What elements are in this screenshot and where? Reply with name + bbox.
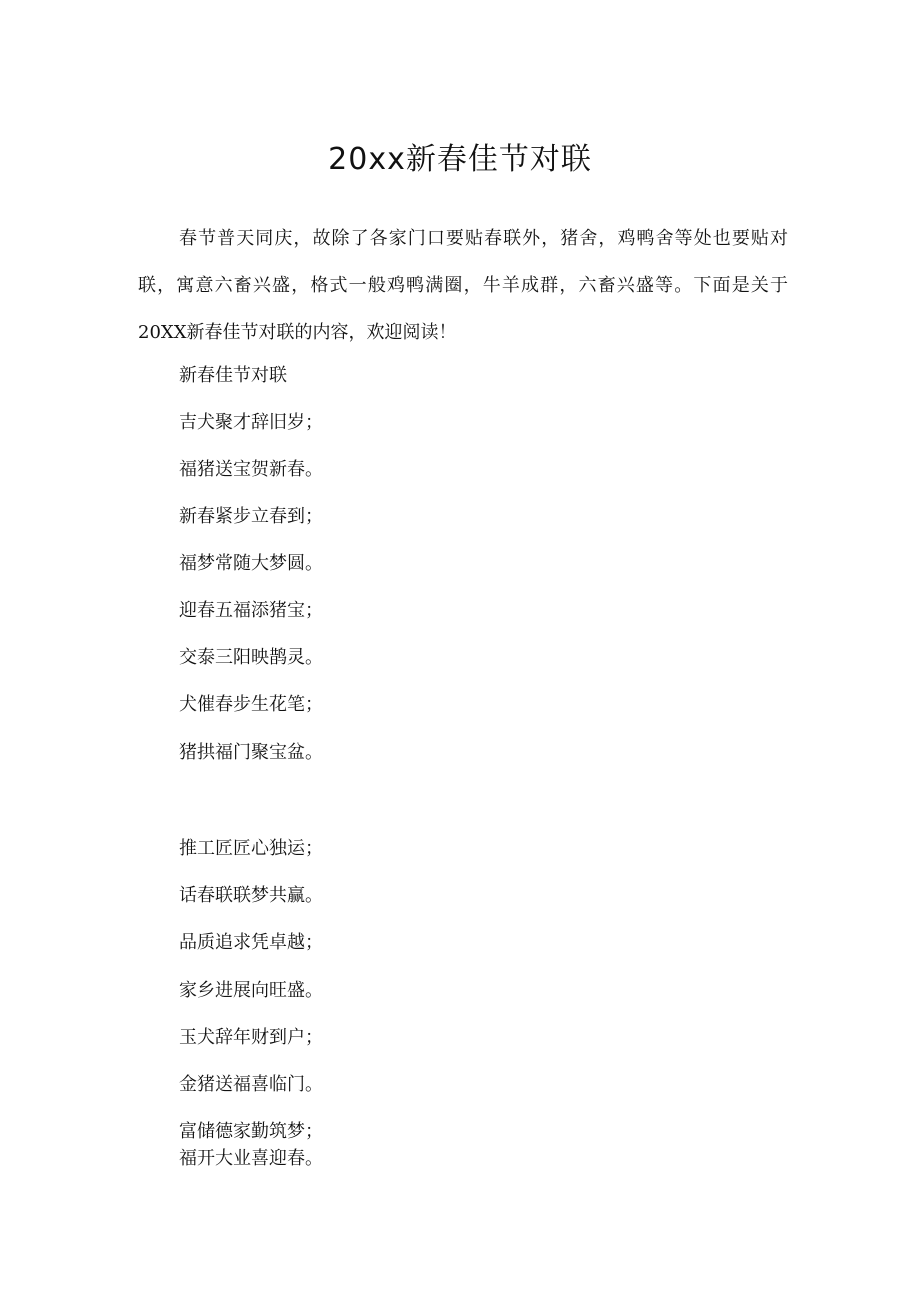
couplet-line: 猪拱福门聚宝盆。	[179, 742, 323, 763]
couplet-line: 推工匠匠心独运；	[179, 838, 323, 859]
couplet-line: 福梦常随大梦圆。	[179, 553, 323, 574]
couplet-line: 富储德家勤筑梦；	[179, 1121, 323, 1142]
couplet-line: 吉犬聚才辞旧岁；	[179, 412, 323, 433]
intro-paragraph: 春节普天同庆，故除了各家门口要贴春联外，猪舍，鸡鸭舍等处也要贴对联，寓意六畜兴盛，格式一般鸡鸭满圈，牛羊成群，六畜兴盛等。下面是关于20XX新春佳节对联的内容，欢迎阅读！	[138, 228, 788, 343]
couplet-line: 福开大业喜迎春。	[179, 1148, 323, 1169]
couplet-line: 玉犬辞年财到户；	[179, 1027, 323, 1048]
document-title: 20xx新春佳节对联	[328, 142, 592, 177]
couplet-line: 福猪送宝贺新春。	[179, 459, 323, 480]
couplet-line: 品质追求凭卓越；	[179, 932, 323, 953]
couplet-line: 金猪送福喜临门。	[179, 1074, 323, 1095]
couplet-line: 话春联联梦共赢。	[179, 885, 323, 906]
couplet-line: 迎春五福添猪宝；	[179, 600, 323, 621]
couplet-line: 交泰三阳映鹊灵。	[179, 647, 323, 668]
couplet-line: 家乡进展向旺盛。	[179, 980, 323, 1001]
couplet-line: 新春紧步立春到；	[179, 506, 323, 527]
couplet-line: 犬催春步生花笔；	[179, 694, 323, 715]
section-heading: 新春佳节对联	[179, 365, 287, 386]
